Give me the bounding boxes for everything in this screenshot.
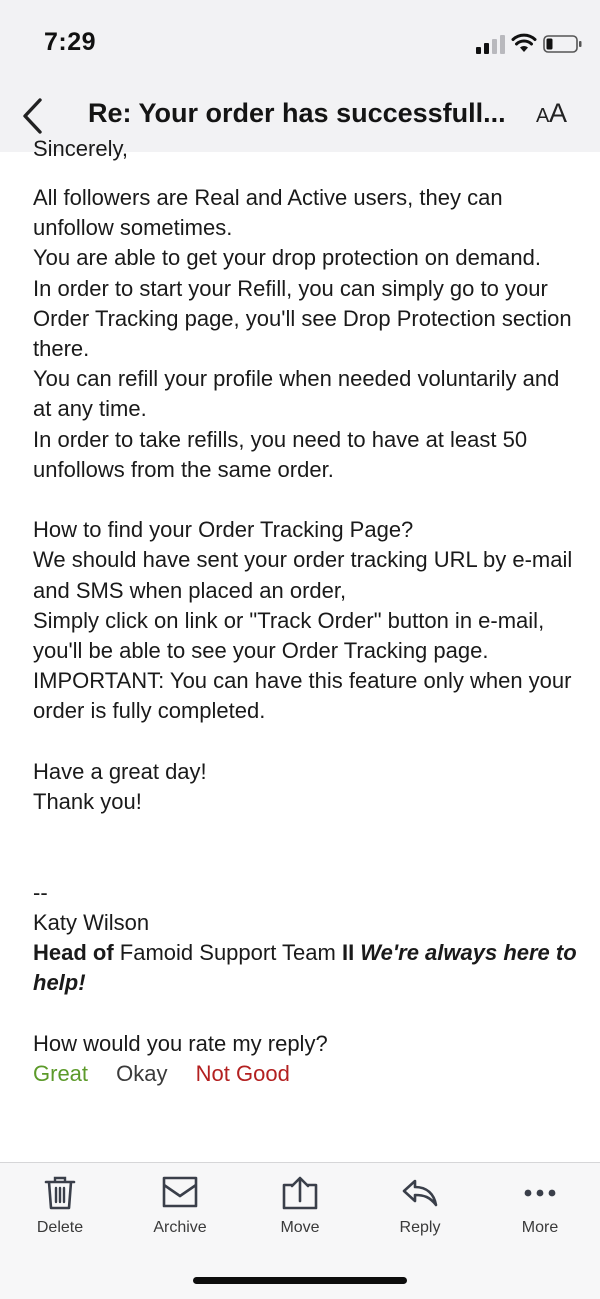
archive-label: Archive xyxy=(153,1219,207,1236)
move-to-folder-icon xyxy=(280,1175,320,1211)
chevron-left-icon xyxy=(18,94,48,138)
signature-title xyxy=(33,938,578,998)
body-paragraph: How to find your Order Tracking Page? xyxy=(33,517,414,543)
battery-icon xyxy=(543,35,583,53)
email-subject-title: Re: Your order has successfull... xyxy=(88,98,506,128)
reply-label: Reply xyxy=(399,1219,441,1236)
archive-icon xyxy=(160,1175,200,1211)
wifi-icon xyxy=(511,33,537,53)
trash-icon xyxy=(43,1175,77,1211)
move-button[interactable] xyxy=(250,1175,350,1255)
reply-icon xyxy=(400,1175,440,1211)
closing-line: Have a great day! xyxy=(33,758,207,784)
clipped-text-line: Sincerely, xyxy=(33,136,128,161)
signature-separator: -- xyxy=(33,879,48,905)
email-body[interactable] xyxy=(0,136,600,1162)
rate-not-good-link[interactable]: Not Good xyxy=(195,1060,290,1086)
body-paragraph: In order to take refills, you need to have at least 50 unfollows from the same order. xyxy=(33,426,528,482)
body-paragraph: You are able to get your drop protection on demand. xyxy=(33,245,541,271)
status-time: 7:29 xyxy=(44,28,97,56)
email-content xyxy=(33,183,578,1089)
delete-button[interactable] xyxy=(10,1175,110,1255)
more-dots-icon xyxy=(520,1175,560,1211)
reply-button[interactable] xyxy=(370,1175,470,1255)
rating-options xyxy=(33,1059,578,1089)
signature-name: Katy Wilson xyxy=(33,909,150,935)
body-paragraph: In order to start your Refill, you can simply go to your Order Tracking page, you'll see Drop Protection section there. xyxy=(33,275,572,362)
back-button[interactable] xyxy=(18,94,48,138)
rating-question: How would you rate my reply? xyxy=(33,1030,328,1056)
delete-label: Delete xyxy=(36,1219,84,1236)
body-paragraph: You can refill your profile when needed voluntarily and at any time. xyxy=(33,366,560,422)
text-size-icon: A xyxy=(536,105,550,127)
body-paragraph: We should have sent your order tracking URL by e-mail and SMS when placed an order, xyxy=(33,547,573,603)
signature-mark: II xyxy=(341,940,355,966)
signature-team: Famoid Support Team xyxy=(113,940,342,966)
body-paragraph: All followers are Real and Active users, they can unfollow sometimes. xyxy=(33,185,503,241)
signature-tagline: We're always here to help! xyxy=(33,940,577,996)
text-size-button[interactable]: A A xyxy=(536,98,568,128)
home-indicator[interactable] xyxy=(193,1277,407,1284)
more-button[interactable] xyxy=(490,1175,590,1255)
archive-button[interactable] xyxy=(130,1175,230,1255)
cellular-signal-icon xyxy=(476,34,506,54)
move-label: Move xyxy=(280,1219,320,1236)
body-paragraph: IMPORTANT: You can have this feature only when your order is fully completed. xyxy=(33,668,572,724)
signature-role: Head of xyxy=(33,940,114,966)
status-bar xyxy=(0,0,600,88)
rate-okay-link[interactable]: Okay xyxy=(116,1060,168,1086)
closing-line: Thank you! xyxy=(33,789,142,815)
body-paragraph: Simply click on link or "Track Order" button in e-mail, you'll be able to see your Order Tracking page. xyxy=(33,607,545,664)
more-label: More xyxy=(521,1219,559,1236)
rate-great-link[interactable]: Great xyxy=(33,1060,89,1086)
